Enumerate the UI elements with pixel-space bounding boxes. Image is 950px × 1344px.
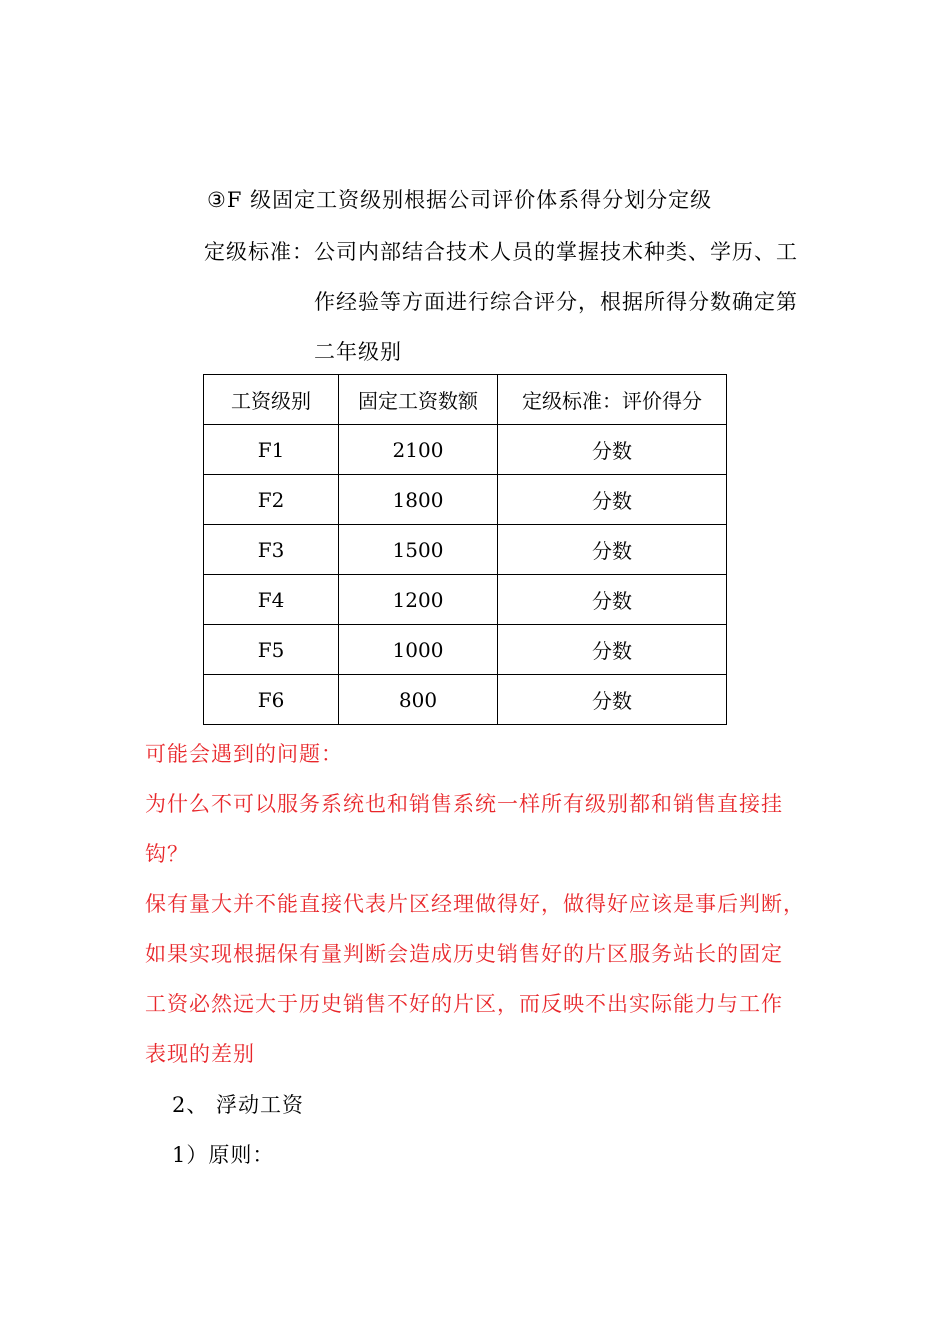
cell-score: 分数: [498, 625, 727, 675]
table-row: [204, 525, 727, 575]
answer-line-1: 保有量大并不能直接代表片区经理做得好，做得好应该是事后判断，: [145, 892, 805, 916]
section2-heading: 2、 浮动工资: [172, 1093, 305, 1117]
criteria-line-1: 公司内部结合技术人员的掌握技术种类、学历、工: [314, 240, 798, 264]
cell-grade: F6: [204, 675, 339, 725]
table-row: [204, 675, 727, 725]
table-row: [204, 575, 727, 625]
criteria-line-2: 作经验等方面进行综合评分，根据所得分数确定第: [314, 290, 798, 314]
table-row: [204, 625, 727, 675]
question-line-2: 钩？: [145, 842, 189, 866]
cell-grade: F4: [204, 575, 339, 625]
cell-grade: F3: [204, 525, 339, 575]
cell-grade: F1: [204, 425, 339, 475]
header-amount: 固定工资数额: [339, 375, 498, 425]
criteria-line-3: 二年级别: [314, 340, 402, 364]
cell-amount: 800: [339, 675, 498, 725]
cell-grade: F2: [204, 475, 339, 525]
header-score: 定级标准：评价得分: [498, 375, 727, 425]
cell-score: 分数: [498, 675, 727, 725]
cell-amount: 1800: [339, 475, 498, 525]
section2-sub: 1）原则：: [172, 1143, 275, 1167]
header-grade: 工资级别: [204, 375, 339, 425]
cell-amount: 1000: [339, 625, 498, 675]
answer-line-3: 工资必然远大于历史销售不好的片区，而反映不出实际能力与工作: [145, 992, 783, 1016]
table-header-row: [204, 375, 727, 425]
cell-amount: 2100: [339, 425, 498, 475]
answer-line-2: 如果实现根据保有量判断会造成历史销售好的片区服务站长的固定: [145, 942, 783, 966]
criteria-label: 定级标准：: [204, 240, 314, 264]
question-line-1: 为什么不可以服务系统也和销售系统一样所有级别都和销售直接挂: [145, 792, 783, 816]
cell-score: 分数: [498, 525, 727, 575]
section-heading: ③F 级固定工资级别根据公司评价体系得分划分定级: [207, 188, 713, 212]
cell-score: 分数: [498, 425, 727, 475]
issues-title: 可能会遇到的问题：: [145, 742, 343, 766]
answer-line-4: 表现的差别: [145, 1042, 255, 1066]
salary-grade-table: [203, 374, 727, 725]
table-row: [204, 425, 727, 475]
cell-score: 分数: [498, 475, 727, 525]
cell-amount: 1200: [339, 575, 498, 625]
cell-grade: F5: [204, 625, 339, 675]
table-row: [204, 475, 727, 525]
cell-score: 分数: [498, 575, 727, 625]
cell-amount: 1500: [339, 525, 498, 575]
